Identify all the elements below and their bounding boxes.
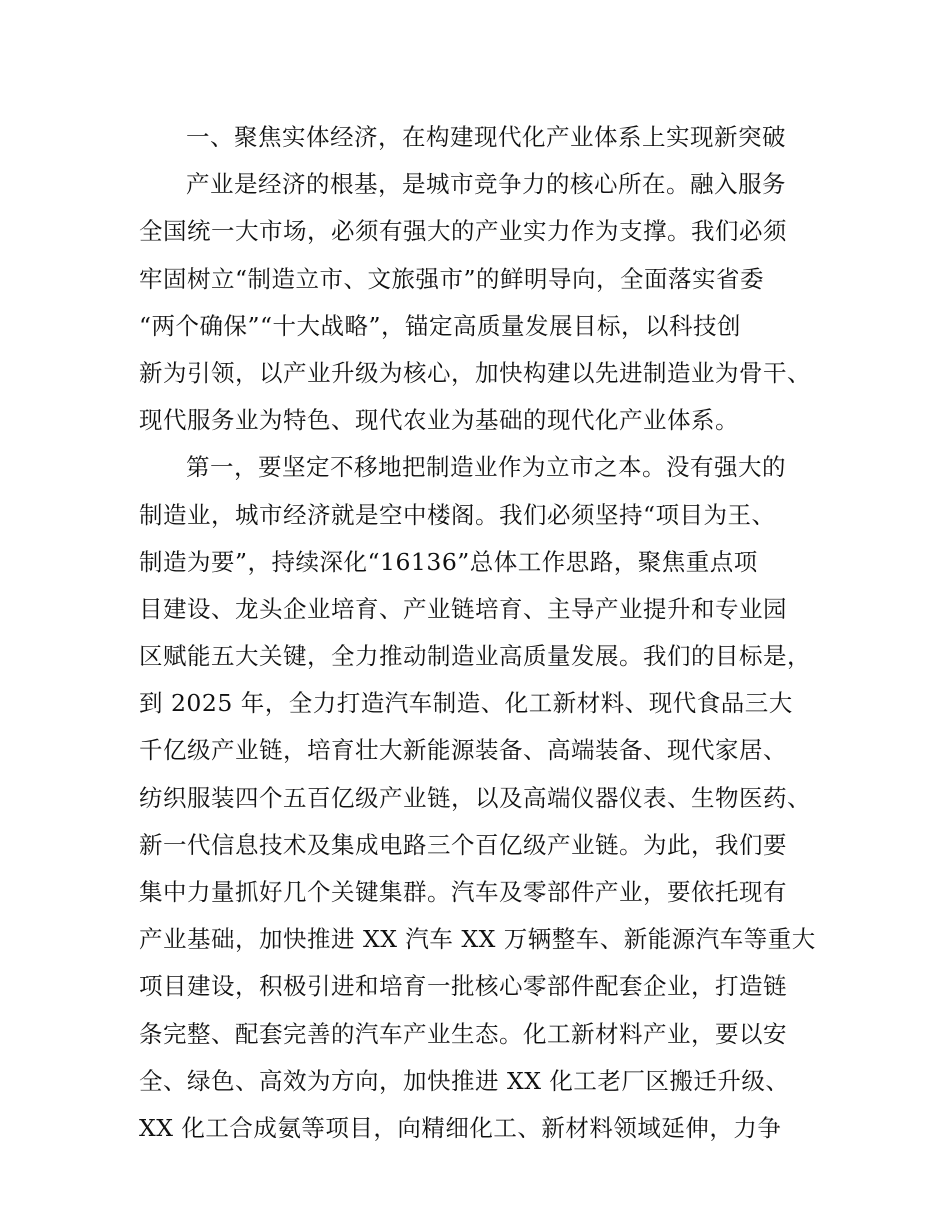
document-body bbox=[139, 114, 839, 1152]
paragraph-line: 项目建设，积极引进和培育一批核心零部件配套企业，打造链 bbox=[139, 972, 787, 1001]
paragraph-line: XX 化工合成氨等项目，向精细化工、新材料领域延伸，力争 bbox=[139, 1113, 782, 1142]
paragraph-line: 第一，要坚定不移地把制造业作为立市之本。没有强大的 bbox=[186, 453, 786, 482]
paragraph-line: 集中力量抓好几个关键集群。汽车及零部件产业，要依托现有 bbox=[139, 878, 787, 906]
paragraph-line: 全、绿色、高效为方向，加快推进 XX 化工老厂区搬迁升级、 bbox=[139, 1066, 790, 1095]
section-heading: 一、聚焦实体经济，在构建现代化产业体系上实现新突破 bbox=[186, 123, 786, 151]
paragraph-line: 产业基础，加快推进 XX 汽车 XX 万辆整车、新能源汽车等重大 bbox=[139, 925, 816, 954]
paragraph-line: 新为引领，以产业升级为核心，加快构建以先进制造业为骨干、 bbox=[139, 358, 811, 387]
paragraph-line: 制造为要”，持续深化“16136”总体工作思路，聚焦重点项 bbox=[139, 547, 758, 576]
paragraph-line: 牢固树立“制造立市、文旅强市”的鲜明导向，全面落实省委 bbox=[139, 264, 765, 293]
paragraph-line: 纺织服装四个五百亿级产业链，以及高端仪器仪表、生物医药、 bbox=[139, 783, 811, 812]
paragraph-1 bbox=[139, 161, 839, 444]
paragraph-line: 产业是经济的根基，是城市竞争力的核心所在。融入服务 bbox=[186, 170, 786, 199]
paragraph-line: 制造业，城市经济就是空中楼阁。我们必须坚持“项目为王、 bbox=[139, 500, 776, 529]
paragraph-line: 全国统一大市场，必须有强大的产业实力作为支撑。我们必须 bbox=[139, 217, 787, 246]
paragraph-2 bbox=[139, 444, 839, 1152]
paragraph-line: 现代服务业为特色、现代农业为基础的现代化产业体系。 bbox=[139, 406, 739, 435]
paragraph-line: 千亿级产业链，培育壮大新能源装备、高端装备、现代家居、 bbox=[139, 736, 787, 765]
paragraph-line: 条完整、配套完善的汽车产业生态。化工新材料产业，要以安 bbox=[139, 1019, 787, 1048]
paragraph-line: “两个确保”“十大战略”，锚定高质量发展目标，以科技创 bbox=[139, 311, 742, 340]
paragraph-line: 到 2025 年，全力打造汽车制造、化工新材料、现代食品三大 bbox=[139, 689, 793, 718]
paragraph-line: 区赋能五大关键，全力推动制造业高质量发展。我们的目标是， bbox=[139, 642, 811, 671]
paragraph-line: 目建设、龙头企业培育、产业链培育、主导产业提升和专业园 bbox=[139, 594, 787, 623]
paragraph-line: 新一代信息技术及集成电路三个百亿级产业链。为此，我们要 bbox=[139, 830, 787, 859]
